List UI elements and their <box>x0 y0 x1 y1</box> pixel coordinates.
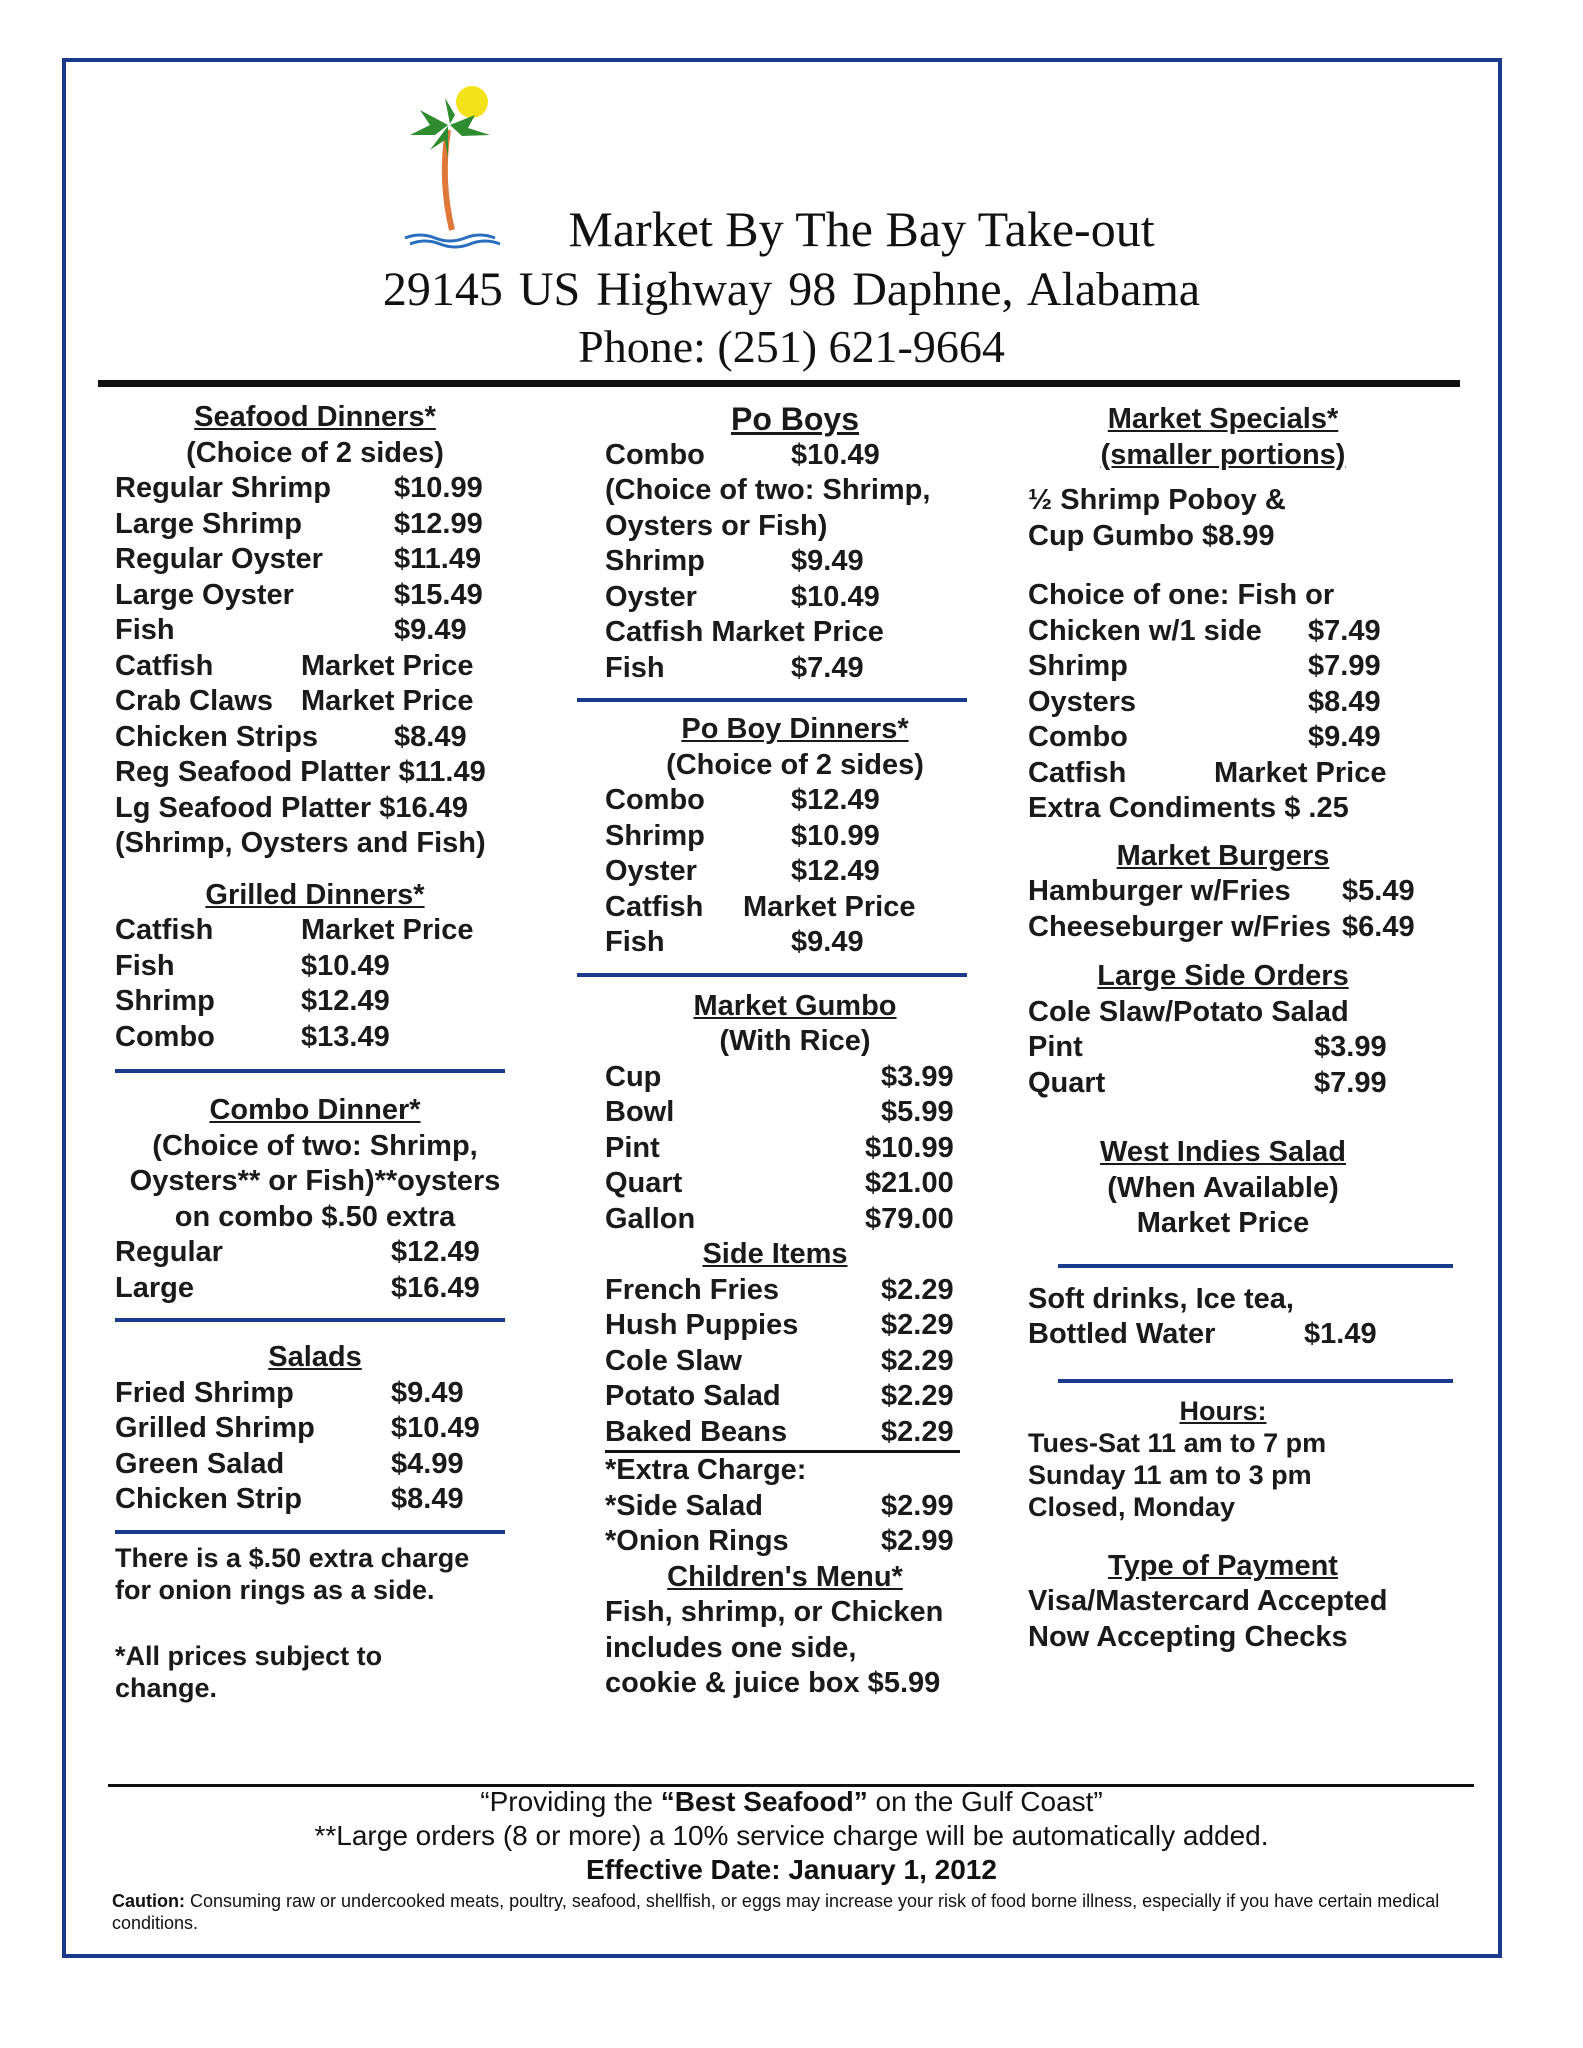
menu-item: *Side Salad $2.99 <box>605 1489 954 1522</box>
header-rule <box>98 380 1460 387</box>
menu-note: Oysters or Fish) <box>605 509 828 542</box>
section-title-market-specials: Market Specials* <box>1107 403 1339 435</box>
section-subtitle: (Choice of 2 sides) <box>666 748 924 781</box>
column-right <box>1028 402 1458 1655</box>
menu-item: French Fries $2.29 <box>605 1273 954 1306</box>
menu-item: Cup Gumbo $8.99 <box>1028 519 1275 552</box>
section-title-po-boy-dinners: Po Boy Dinners* <box>681 713 909 745</box>
section-title-market-burgers: Market Burgers <box>1116 839 1330 872</box>
section-title-market-gumbo: Market Gumbo <box>693 989 897 1022</box>
menu-item: Catfish Market Price <box>1028 756 1387 789</box>
menu-item: ½ Shrimp Poboy & <box>1028 484 1286 516</box>
menu-note: Oysters** or Fish)**oysters <box>129 1165 501 1197</box>
menu-item: Hamburger w/Fries $5.49 <box>1028 875 1415 907</box>
section-subtitle: (Choice of 2 sides) <box>186 436 444 469</box>
menu-item: Bottled Water $1.49 <box>1028 1318 1377 1350</box>
section-title-hours: Hours: <box>1179 1395 1267 1426</box>
menu-item: Fried Shrimp $9.49 <box>115 1376 464 1409</box>
menu-item: Fish $10.49 <box>115 949 390 982</box>
menu-note: There is a $.50 extra charge <box>115 1542 470 1573</box>
hours-line: Closed, Monday <box>1028 1491 1236 1522</box>
section-divider <box>115 1318 505 1322</box>
menu-item: Reg Seafood Platter $11.49 <box>115 756 486 788</box>
menu-item: Grilled Shrimp $10.49 <box>115 1412 480 1444</box>
section-title-side-items: Side Items <box>702 1238 848 1270</box>
menu-item: Large $16.49 <box>115 1271 480 1304</box>
payment-line: Visa/Mastercard Accepted <box>1028 1585 1388 1617</box>
menu-note: on combo $.50 extra <box>174 1200 456 1233</box>
menu-item: Green Salad $4.99 <box>115 1447 464 1480</box>
menu-item: Regular Oyster $11.49 <box>115 543 482 575</box>
menu-item: Shrimp $7.99 <box>1028 650 1381 682</box>
slogan: “Providing the “Best Seafood” on the Gulf Coast” <box>480 1786 1103 1817</box>
section-title-large-side-orders: Large Side Orders <box>1097 960 1349 992</box>
section-title-west-indies-salad: West Indies Salad <box>1099 1136 1347 1168</box>
menu-note: (Choice of two: Shrimp, <box>152 1129 478 1162</box>
menu-note: for onion rings as a side. <box>115 1574 435 1605</box>
section-subtitle: (With Rice) <box>719 1025 871 1057</box>
section-divider <box>577 698 967 702</box>
section-title-type-of-payment: Type of Payment <box>1108 1549 1338 1582</box>
menu-item: Pint $3.99 <box>1028 1031 1387 1063</box>
menu-item: Combo $12.49 <box>605 784 880 816</box>
menu-item: Potato Salad $2.29 <box>605 1380 954 1412</box>
menu-item: Fish $9.49 <box>115 614 467 646</box>
menu-item: Cup $3.99 <box>605 1060 954 1093</box>
payment-line: Now Accepting Checks <box>1028 1620 1348 1653</box>
menu-note: Fish, shrimp, or Chicken <box>605 1596 944 1628</box>
hours-line: Tues-Sat 11 am to 7 pm <box>1028 1427 1327 1458</box>
section-divider <box>1058 1264 1453 1268</box>
menu-item: Oyster $12.49 <box>605 855 880 887</box>
menu-note: includes one side, <box>605 1631 857 1664</box>
section-divider <box>115 1069 505 1073</box>
menu-item: Catfish Market Price <box>605 890 916 923</box>
menu-item: Chicken Strip $8.49 <box>115 1483 464 1515</box>
phone: Phone: (251) 621-9664 <box>578 321 1005 372</box>
section-title-salads: Salads <box>268 1341 362 1373</box>
restaurant-name: Market By The Bay Take-out <box>568 201 1155 257</box>
menu-item: Regular $12.49 <box>115 1236 480 1268</box>
menu-note: Cole Slaw/Potato Salad <box>1028 995 1349 1028</box>
menu-item: Crab Claws Market Price <box>115 685 474 717</box>
menu-note: (Shrimp, Oysters and Fish) <box>115 827 486 859</box>
menu-item: Lg Seafood Platter $16.49 <box>115 791 468 824</box>
menu-item: Pint $10.99 <box>605 1131 954 1164</box>
column-left <box>115 400 515 1704</box>
menu-item: Extra Condiments $ .25 <box>1028 792 1349 824</box>
section-title-grilled-dinners: Grilled Dinners* <box>205 878 425 911</box>
menu-item: Quart $7.99 <box>1028 1066 1387 1099</box>
section-title-seafood-dinners: Seafood Dinners* <box>194 401 436 433</box>
menu-note: *Extra Charge: <box>605 1454 807 1486</box>
menu-item: cookie & juice box $5.99 <box>605 1667 941 1699</box>
menu-item: Oysters $8.49 <box>1028 685 1381 718</box>
menu-item: Gallon $79.00 <box>605 1202 954 1235</box>
menu-item: Catfish Market Price <box>115 649 474 682</box>
menu-item: Catfish Market Price <box>115 914 474 946</box>
menu-item: Chicken w/1 side $7.49 <box>1028 614 1381 647</box>
menu-note: (When Available) <box>1107 1171 1339 1204</box>
section-divider <box>115 1530 505 1534</box>
menu-item: Combo $9.49 <box>1028 721 1381 753</box>
menu-note: *All prices subject to <box>115 1640 383 1671</box>
column-middle <box>605 402 965 1702</box>
section-title-po-boys: Po Boys <box>730 401 860 437</box>
menu-note: change. <box>115 1672 218 1703</box>
menu-item: Regular Shrimp $10.99 <box>115 472 483 504</box>
section-divider <box>577 973 967 977</box>
address: 29145 US Highway 98 Daphne, Alabama <box>382 263 1201 316</box>
section-title-childrens-menu: Children's Menu* <box>667 1560 903 1593</box>
menu-item: Shrimp $10.99 <box>605 819 880 852</box>
effective-date: Effective Date: January 1, 2012 <box>586 1854 997 1885</box>
caution-note: Caution: Consuming raw or undercooked meats, poultry, seafood, shellfish, or eggs may increase your risk of food borne illness, especially if you have certain medical conditions. <box>112 1891 1440 1933</box>
menu-item: Shrimp $12.49 <box>115 985 390 1017</box>
menu-note: Choice of one: Fish or <box>1028 579 1335 611</box>
menu-item: Bowl $5.99 <box>605 1096 954 1128</box>
menu-item: Hush Puppies $2.29 <box>605 1309 954 1341</box>
section-subtitle: (smaller portions) <box>1100 438 1346 471</box>
menu-item: Chicken Strips $8.49 <box>115 720 467 753</box>
menu-item: *Onion Rings $2.99 <box>605 1525 954 1557</box>
menu-item: Combo $10.49 <box>605 438 880 471</box>
menu-item: Baked Beans $2.29 <box>605 1415 960 1454</box>
menu-item: Large Shrimp $12.99 <box>115 507 483 540</box>
menu-item: Catfish Market Price <box>605 616 884 648</box>
menu-item: Soft drinks, Ice tea, <box>1028 1282 1294 1315</box>
large-order-note: **Large orders (8 or more) a 10% service charge will be automatically added. <box>314 1820 1269 1851</box>
section-divider <box>1058 1379 1453 1383</box>
menu-item: Combo $13.49 <box>115 1020 390 1053</box>
hours-line: Sunday 11 am to 3 pm <box>1028 1459 1312 1490</box>
section-title-combo-dinner: Combo Dinner* <box>209 1094 421 1126</box>
menu-item: Cheeseburger w/Fries $6.49 <box>1028 910 1415 943</box>
menu-item: Fish $9.49 <box>605 926 864 958</box>
menu-item: Cole Slaw $2.29 <box>605 1344 954 1377</box>
menu-item: Fish $7.49 <box>605 651 864 684</box>
menu-item: Large Oyster $15.49 <box>115 578 483 611</box>
menu-note: (Choice of two: Shrimp, <box>605 474 931 506</box>
menu-item: Shrimp $9.49 <box>605 545 864 577</box>
menu-note: Market Price <box>1136 1207 1310 1239</box>
menu-item: Oyster $10.49 <box>605 580 880 613</box>
menu-item: Quart $21.00 <box>605 1167 954 1199</box>
